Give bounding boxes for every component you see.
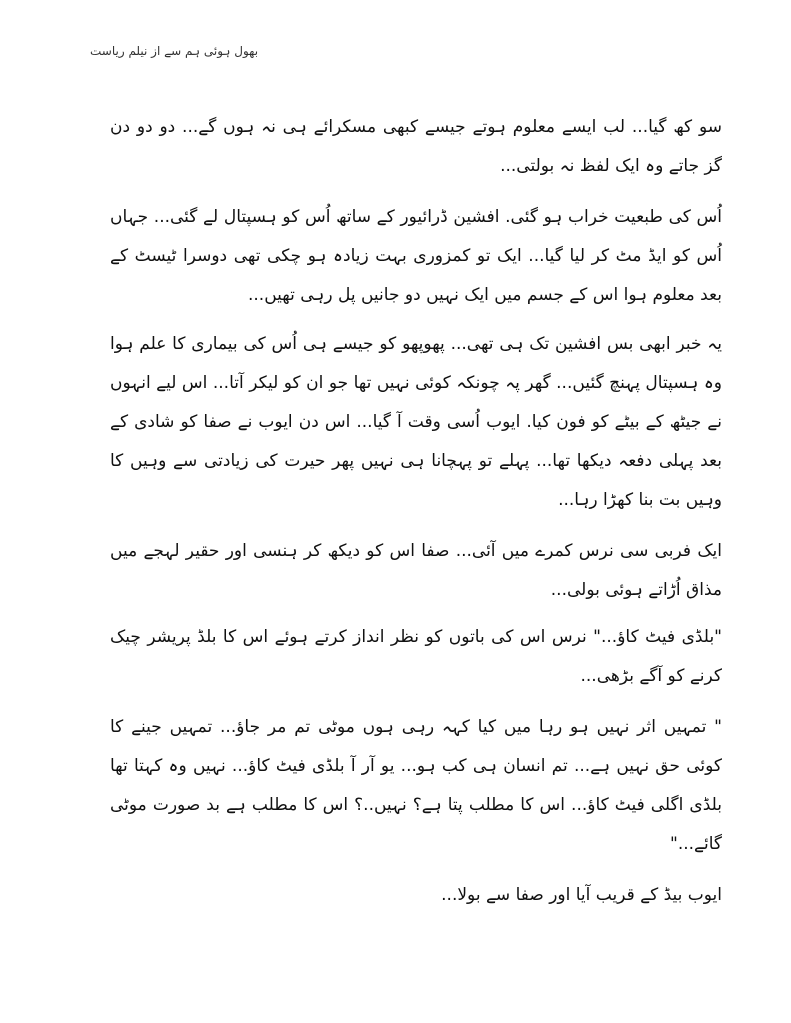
paragraph: ایک فربی سی نرس کمرے میں آئی... صفا اس کو دیکھ کر ہنسی اور حقیر لہجے میں مذاق اُڑاتے ہوئی بولی... — [110, 541, 722, 600]
running-header: بھول ہوئی ہم سے از نیلم ریاست — [90, 44, 259, 58]
paragraph: "بلڈی فیٹ کاؤ..." نرس اس کی باتوں کو نظر انداز کرتے ہوئے اس کا بلڈ پریشر چیک کرنے کو آگے بڑھی... — [110, 627, 722, 686]
paragraph: ایوب بیڈ کے قریب آیا اور صفا سے بولا... — [441, 885, 722, 905]
paragraph: یہ خبر ابھی بس افشین تک ہی تھی... پھوپھو کو جیسے ہی اُس کی بیماری کا علم ہوا وہ ہسپتال پہنچ گئیں... گھر پہ چونکہ کوئی نہیں تھا جو ان کو لیکر آتا... اس لیے انہوں نے جیٹھ کے بیٹے کو فون کیا. ایوب اُسی وقت آ گیا... اس دن ایوب نے صفا کو شادی کے بعد پہلی دفعہ دیکھا تھا... پہلے تو پہچانا ہی نہیں پھر حیرت کی زیادتی سے وہیں کا وہیں بت بنا کھڑا رہا... — [110, 334, 722, 510]
paragraph: سو کھ گیا... لب ایسے معلوم ہوتے جیسے کبھی مسکرائے ہی نہ ہوں گے... دو دو دن گز جاتے وہ ایک لفظ نہ بولتی... — [110, 117, 722, 176]
paragraph: اُس کی طبعیت خراب ہو گئی. افشین ڈرائیور کے ساتھ اُس کو ہسپتال لے گئی... جہاں اُس کو ایڈ مٹ کر لیا گیا... ایک تو کمزوری بہت زیادہ ہو چکی تھی دوسرا ٹیسٹ کے بعد معلوم ہوا اس کے جسم میں ایک نہیں دو جانیں پل رہی تھیں... — [110, 207, 722, 305]
page-body — [110, 108, 722, 915]
paragraph: " تمہیں اثر نہیں ہو رہا میں کیا کہہ رہی ہوں موٹی تم مر جاؤ... تمہیں جینے کا کوئی حق نہیں ہے... تم انسان ہی کب ہو... یو آر آ بلڈی فیٹ کاؤ... نہیں وہ کہتا تھا بلڈی اگلی فیٹ کاؤ... اس کا مطلب پتا ہے؟ نہیں..؟ اس کا مطلب ہے بد صورت موٹی گائے..." — [110, 717, 722, 854]
